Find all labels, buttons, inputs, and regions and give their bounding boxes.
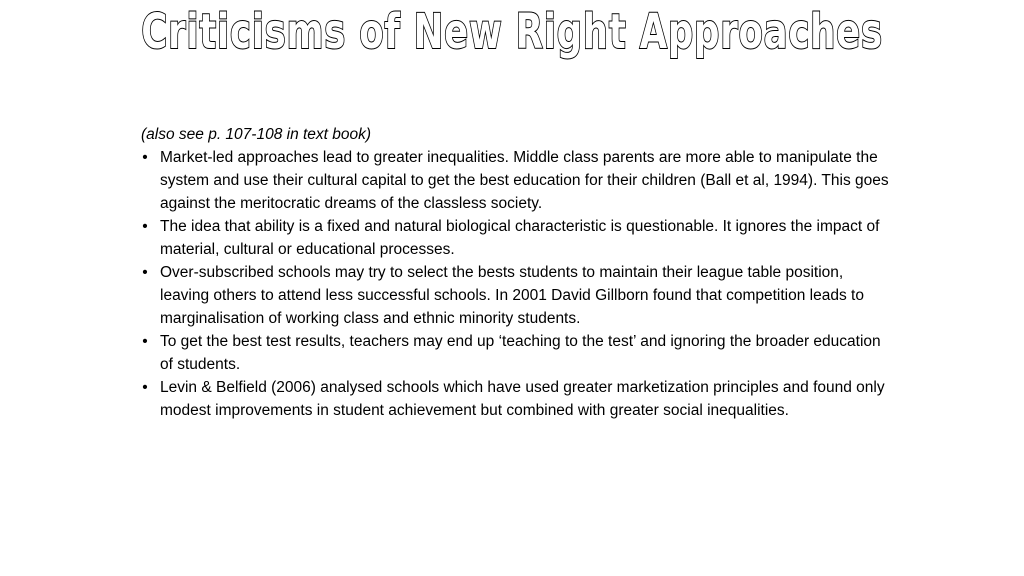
bullet-icon: • (142, 264, 148, 281)
bullet-icon: • (142, 149, 148, 166)
bullet-item (136, 215, 896, 261)
bullet-icon: • (142, 333, 148, 350)
bullet-list (136, 146, 896, 422)
bullet-item (136, 261, 896, 330)
title-area (0, 2, 1024, 74)
slide-title: Criticisms of New Right Approaches (141, 4, 883, 60)
textbook-reference-note: (also see p. 107-108 in text book) (141, 126, 372, 143)
bullet-item (136, 376, 896, 422)
bullet-text: To get the best test results, teachers may end up ‘teaching to the test’ and ignoring the broader education of students. (160, 333, 881, 373)
bullet-text: Over-subscribed schools may try to select the bests students to maintain their league table position, leaving others to attend less successful schools. In 2001 David Gillborn found that competition leads to marginalisation of working class and ethnic minority students. (160, 264, 864, 327)
bullet-text: The idea that ability is a fixed and natural biological characteristic is questionable. It ignores the impact of material, cultural or educational processes. (160, 218, 880, 258)
bullet-text: Market-led approaches lead to greater inequalities. Middle class parents are more able to manipulate the system and use their cultural capital to get the best education for their children (Ball et al, 1994). This goes against the meritocratic dreams of the classless society. (160, 149, 889, 212)
bullet-text: Levin & Belfield (2006) analysed schools which have used greater marketization principles and found only modest improvements in student achievement but combined with greater social inequalities. (160, 379, 885, 419)
bullet-item (136, 330, 896, 376)
bullet-icon: • (142, 379, 148, 396)
slide-body (136, 123, 896, 422)
bullet-icon: • (142, 218, 148, 235)
bullet-item (136, 146, 896, 215)
